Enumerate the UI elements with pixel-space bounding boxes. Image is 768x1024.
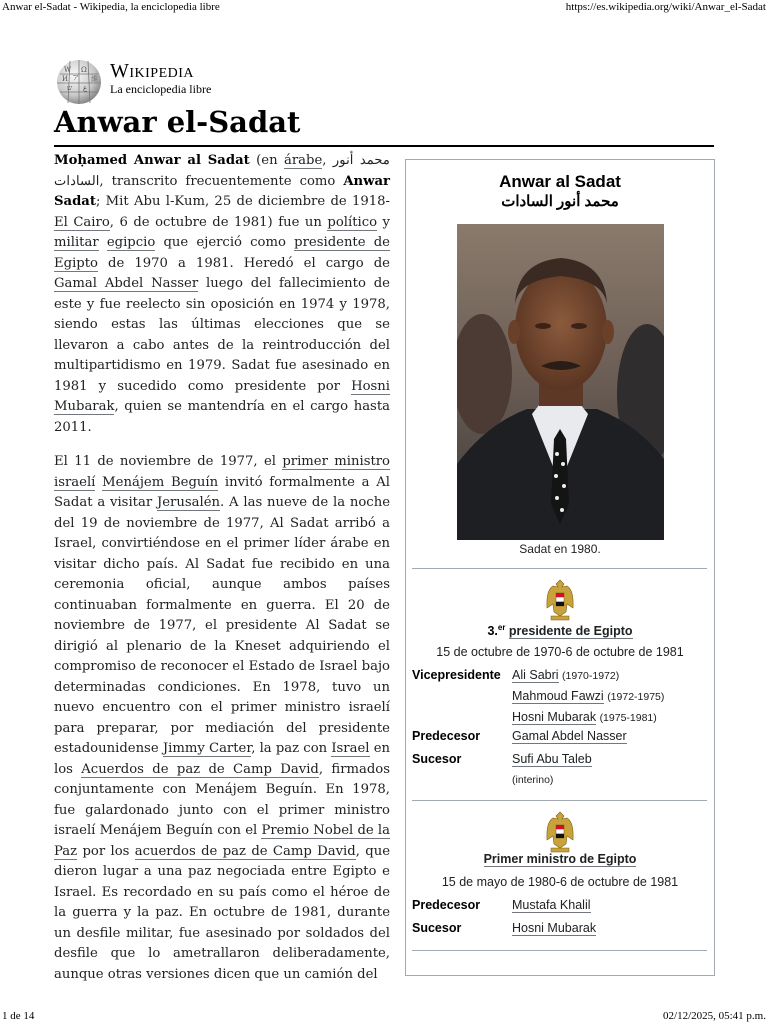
article-link[interactable]: Israel: [331, 741, 370, 756]
predecessor-value: [512, 726, 627, 746]
wikipedia-wordmark[interactable]: [110, 60, 211, 96]
article-text: por los: [77, 843, 135, 859]
office-president-ordinal: 3.: [487, 624, 498, 639]
vicepresident-link-3[interactable]: Hosni Mubarak: [512, 710, 597, 724]
article-text: El 11 de noviembre de 1977, el: [54, 454, 283, 469]
vicepresident-link-2[interactable]: Mahmoud Fawzi: [512, 689, 604, 703]
vicepresident-link-1[interactable]: Ali Sabri: [512, 668, 559, 682]
vicepresident-item: [512, 707, 664, 728]
article-paragraph-2: [54, 452, 390, 985]
title-divider: [54, 145, 714, 147]
print-page-title: Anwar el-Sadat - Wikipedia, la enciclopedia libre: [2, 1, 220, 13]
pm-predecessor-value: [512, 895, 591, 915]
site-name: Wikipedia: [110, 60, 195, 82]
egypt-eagle-emblem-icon: [545, 810, 575, 854]
article-link[interactable]: Menájem Beguín: [102, 474, 219, 490]
vicepresident-years-2: (1972-1975): [607, 691, 665, 703]
vicepresident-label: Vicepresidente: [412, 668, 501, 682]
article-text: [99, 235, 107, 250]
article-link[interactable]: egipcio: [106, 235, 156, 250]
vicepresident-item: [512, 686, 664, 707]
print-page-number: 1 de 14: [2, 1010, 35, 1022]
article-link[interactable]: Acuerdos de paz de Camp David: [81, 761, 319, 777]
infobox-native-name: محمد أنور السادات: [501, 193, 619, 210]
predecessor-link[interactable]: Gamal Abdel Nasser: [512, 729, 627, 743]
print-url: https://es.wikipedia.org/wiki/Anwar_el-Sadat: [565, 1, 766, 13]
office-president-ordinal-sup: er: [497, 623, 506, 632]
infobox-separator: [412, 800, 707, 801]
article-text: y: [377, 214, 390, 230]
article-link[interactable]: Jerusalén: [156, 495, 220, 510]
successor-label: Sucesor: [412, 752, 462, 766]
article-text: , محمد أنور السادات, transcrito frecuentemente como: [54, 153, 390, 189]
wikipedia-globe-icon[interactable]: [54, 56, 104, 106]
article-link[interactable]: primer ministro israelí: [54, 454, 391, 490]
article-link[interactable]: Hosni Mubarak: [54, 378, 390, 414]
successor-value: [512, 749, 592, 790]
article-link[interactable]: árabe: [284, 153, 323, 168]
pm-predecessor-link[interactable]: Mustafa Khalil: [512, 898, 591, 912]
article-bold-text: Moḥamed Anwar al Sadat: [54, 153, 250, 168]
office-pm-title: [406, 852, 714, 866]
office-president-title: [406, 623, 714, 638]
article-link[interactable]: militar: [54, 235, 99, 250]
article-text: de 1970 a 1981. Heredó el cargo de: [97, 255, 390, 271]
article-body: [54, 151, 390, 999]
office-pm-term: 15 de mayo de 1980-6 de octubre de 1981: [441, 875, 679, 889]
article-text: , 6 de octubre de 1981) fue un: [109, 214, 328, 230]
office-president-term: 15 de octubre de 1970-6 de octubre de 1981: [436, 645, 684, 659]
article-text: ; Mit Abu l-Kum, 25 de diciembre de 1918-: [95, 194, 390, 209]
svg-text:ア: ア: [72, 74, 79, 82]
article-text: , que dieron lugar a una paz negociada entre Egipto e Israel. Es recordado en su país como el héroe de la guerra y la paz. En octubre de 1981, durante un desfile militar, fue asesinado por soldados del desfile que lo ametrallaron deliberadamente, aunque otras versiones dicen que un camión del: [54, 843, 391, 982]
article-link[interactable]: acuerdos de paz de Camp David: [134, 843, 356, 859]
pm-successor-link[interactable]: Hosni Mubarak: [512, 921, 597, 935]
infobox-separator: [412, 568, 707, 569]
vicepresident-item: [512, 665, 664, 686]
infobox-separator: [412, 950, 707, 951]
article-link[interactable]: Gamal Abdel Nasser: [54, 276, 199, 291]
vicepresident-value: [512, 665, 664, 728]
pm-predecessor-label: Predecesor: [412, 898, 481, 912]
infobox: [405, 159, 715, 976]
article-text: invitó formalmente a Al Sadat a visitar: [54, 474, 390, 510]
article-bold-text: Anwar Sadat: [54, 173, 390, 209]
vicepresident-years-3: (1975-1981): [599, 712, 657, 724]
site-tagline: La enciclopedia libre: [110, 82, 212, 96]
svg-text:ع: ع: [83, 84, 88, 92]
article-link[interactable]: político: [327, 214, 378, 230]
article-text: en los: [54, 741, 390, 777]
vicepresident-years-1: (1970-1972): [562, 670, 620, 682]
article-link[interactable]: Jimmy Carter: [162, 741, 252, 756]
svg-text:維: 維: [91, 75, 98, 83]
office-pm-link[interactable]: Primer ministro de Egipto: [483, 852, 637, 866]
article-link[interactable]: Premio Nobel de la Paz: [54, 823, 390, 859]
pm-successor-value: [512, 918, 596, 938]
article-text: que ejerció como: [155, 235, 295, 250]
egypt-eagle-emblem-icon: [545, 578, 575, 622]
office-president-link[interactable]: presidente de Egipto: [508, 624, 633, 639]
svg-text:W: W: [64, 66, 72, 74]
article-text: . A las nueve de la noche del 19 de noviembre de 1977, Al Sadat arribó a Israel, convirtiéndose en el primer líder árabe en visitar dicho país. Al Sadat fue recibido en una ceremonia oficial, aunque ambos países continuaban formalmente en guerra. El 20 de noviembre de 1977, el presidente Al Sadat se dirigió al plenario de la Kneset adquiriendo el compromiso de reconocer el Estado de Israel bajo determinadas condiciones. En 1978, tuvo un nuevo encuentro con el primer ministro israelí para preparar, por mediación del presidente estadounidense: [54, 495, 390, 756]
portrait-caption: Sadat en 1980.: [519, 542, 601, 556]
successor-link[interactable]: Sufi Abu Taleb: [512, 752, 592, 766]
article-paragraph-1: [54, 151, 390, 438]
page-title: Anwar el-Sadat: [54, 105, 301, 139]
print-footer: [0, 1010, 768, 1024]
infobox-name: Anwar al Sadat: [499, 172, 621, 191]
article-text: , firmados conjuntamente con Menájem Beguín. En 1978, fue galardonado junto con el primer ministro israelí Menájem Beguín con el: [54, 761, 391, 838]
svg-text:ש: ש: [67, 84, 72, 92]
article-link[interactable]: presidente de Egipto: [54, 235, 390, 271]
print-header: [0, 1, 768, 15]
article-text: , la paz con: [251, 741, 332, 756]
article-link[interactable]: El Cairo: [54, 214, 110, 230]
pm-successor-label: Sucesor: [412, 921, 462, 935]
print-timestamp: 02/12/2025, 05:41 p.m.: [663, 1010, 766, 1022]
svg-text:Ω: Ω: [81, 66, 87, 74]
predecessor-label: Predecesor: [412, 729, 481, 743]
article-text: luego del fallecimiento de este y fue reelecto sin oposición en 1974 y 1978, siendo estas las últimas elecciones que se llevaron a cabo antes de la reintroducción del multipartidismo en 1979. Sadat fue asesinado en 1981 y sucedido como presidente por: [54, 276, 390, 394]
svg-text:И: И: [62, 75, 69, 83]
portrait-photo[interactable]: [457, 224, 664, 540]
successor-note: (interino): [512, 774, 554, 786]
article-text: , quien se mantendría en el cargo hasta 2011.: [54, 399, 390, 435]
article-text: (en: [249, 153, 285, 168]
